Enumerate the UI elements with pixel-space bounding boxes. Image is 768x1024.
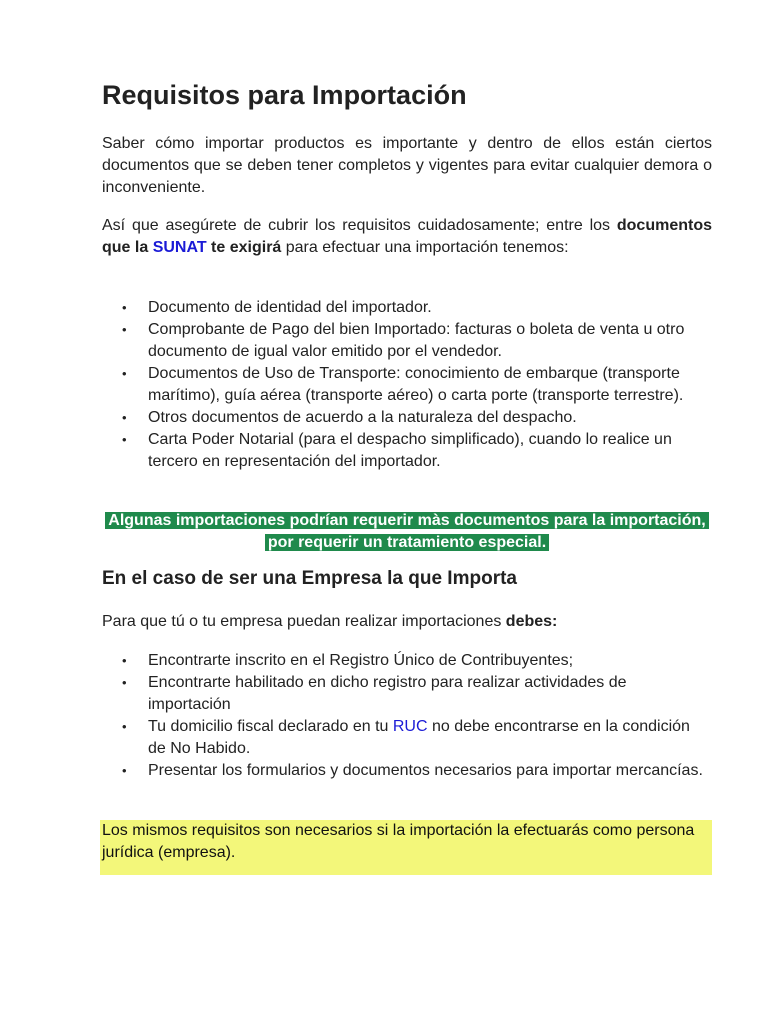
list-item: • Encontrarte inscrito en el Registro Único de Contribuyentes; <box>102 650 712 672</box>
ruc-text-pre: Tu domicilio fiscal declarado en tu <box>148 718 393 735</box>
sunat-link[interactable]: SUNAT <box>152 239 207 256</box>
company-requirements-list <box>102 650 712 782</box>
list-item: • Encontrarte habilitado en dicho registro para realizar actividades de importación <box>102 672 712 716</box>
requirements-bold-1: documentos que la <box>102 217 712 256</box>
section-subtitle: En el caso de ser una Empresa la que Importa <box>102 568 517 589</box>
company-paragraph <box>102 611 712 633</box>
page-title: Requisitos para Importación <box>102 80 467 110</box>
requirements-paragraph <box>102 215 712 259</box>
company-bold: debes: <box>505 613 558 630</box>
requirements-text-2: para efectuar una importación tenemos: <box>281 239 569 256</box>
requirements-bold-2: te exigirá <box>206 239 282 256</box>
green-highlight-note <box>102 510 712 554</box>
requirements-text-1: Así que asegúrete de cubrir los requisitos cuidadosamente; entre los <box>102 217 617 234</box>
documents-list <box>102 297 712 473</box>
company-text: Para que tú o tu empresa puedan realizar importaciones <box>102 613 506 630</box>
list-item: • Presentar los formularios y documentos necesarios para importar mercancías. <box>102 760 712 782</box>
list-item: • Documentos de Uso de Transporte: conocimiento de embarque (transporte marítimo), guía aérea (transporte aéreo) o carta porte (transporte terrestre). <box>102 363 712 407</box>
list-item: • Comprobante de Pago del bien Importado: facturas o boleta de venta u otro documento de igual valor emitido por el vendedor. <box>102 319 712 363</box>
list-item: • Carta Poder Notarial (para el despacho simplificado), cuando lo realice un tercero en representación del importador. <box>102 429 712 473</box>
list-item: • Otros documentos de acuerdo a la naturaleza del despacho. <box>102 407 712 429</box>
intro-paragraph: Saber cómo importar productos es importante y dentro de ellos están ciertos documentos que se deben tener completos y vigentes para evitar cualquier demora o inconveniente. <box>102 135 712 196</box>
list-item: • Documento de identidad del importador. <box>102 297 712 319</box>
ruc-link[interactable]: RUC <box>392 718 428 735</box>
green-note-text: Algunas importaciones podrían requerir màs documentos para la importación, por requerir un tratamiento especial. <box>105 512 708 551</box>
ruc-text-post: no debe encontrarse en la condición de No Habido. <box>148 718 690 757</box>
yellow-highlight-note: Los mismos requisitos son necesarios si la importación la efectuarás como persona jurídica (empresa). <box>100 820 712 875</box>
list-item <box>102 716 712 760</box>
